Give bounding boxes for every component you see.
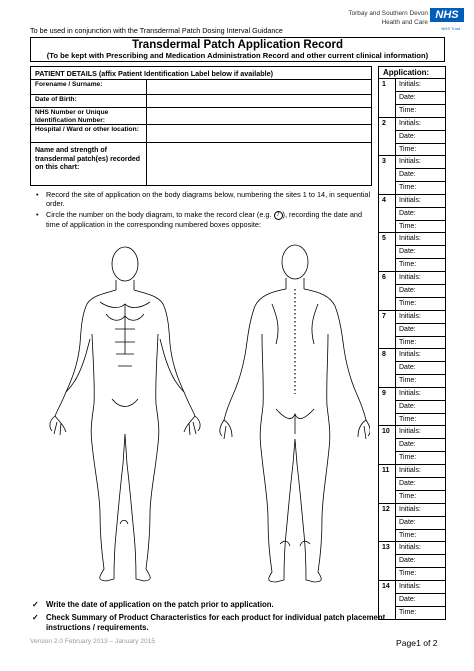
application-block xyxy=(379,542,445,581)
patch-name-strength-field[interactable] xyxy=(147,143,371,186)
application-cells xyxy=(396,349,445,387)
application-cells xyxy=(396,233,445,271)
application-cells xyxy=(396,426,445,464)
patient-row-patch xyxy=(31,143,371,186)
initials-field[interactable]: Initials: xyxy=(396,79,445,92)
application-number: 2 xyxy=(379,118,396,156)
application-number: 6 xyxy=(379,272,396,310)
check-item xyxy=(32,613,432,633)
application-cells xyxy=(396,504,445,542)
date-field[interactable]: Date: xyxy=(396,362,445,375)
initials-field[interactable]: Initials: xyxy=(396,311,445,324)
initials-field[interactable]: Initials: xyxy=(396,156,445,169)
date-field[interactable]: Date: xyxy=(396,517,445,530)
page-number: Page1 of 2 xyxy=(396,638,438,648)
initials-field[interactable]: Initials: xyxy=(396,465,445,478)
application-block xyxy=(379,349,445,388)
time-field[interactable]: Time: xyxy=(399,609,417,617)
patient-details-heading: PATIENT DETAILS (affix Patient Identification Label below if available) xyxy=(31,67,371,80)
circled-number-example: 7 xyxy=(274,211,283,220)
location-field[interactable] xyxy=(147,125,371,142)
time-field[interactable]: Time: xyxy=(399,145,417,153)
date-field[interactable]: Date: xyxy=(396,594,445,607)
application-cells xyxy=(396,79,445,117)
nhs-logo: NHS xyxy=(430,8,464,22)
page-title: Transdermal Patch Application Record xyxy=(131,39,344,51)
check-text: Check Summary of Product Characteristics for each product for individual patch placement instructions / requirements. xyxy=(46,613,386,632)
initials-field[interactable]: Initials: xyxy=(396,581,445,594)
application-block xyxy=(379,504,445,543)
date-field[interactable]: Date: xyxy=(396,555,445,568)
application-block xyxy=(379,426,445,465)
time-field[interactable]: Time: xyxy=(399,377,417,385)
initials-field[interactable]: Initials: xyxy=(396,504,445,517)
field-label: NHS Number or Unique Identification Number: xyxy=(31,108,147,124)
check-list xyxy=(32,600,432,636)
application-number: 1 xyxy=(379,79,396,117)
date-field[interactable]: Date: xyxy=(396,169,445,182)
patient-row-nhs-number xyxy=(31,108,371,125)
application-block xyxy=(379,388,445,427)
body-front-figure[interactable] xyxy=(50,247,200,581)
body-back-figure[interactable] xyxy=(220,245,370,582)
date-field[interactable]: Date: xyxy=(396,439,445,452)
date-field[interactable]: Date: xyxy=(396,131,445,144)
forename-surname-field[interactable] xyxy=(147,80,371,94)
application-block xyxy=(379,272,445,311)
application-cells xyxy=(396,272,445,310)
application-number: 4 xyxy=(379,195,396,233)
time-field[interactable]: Time: xyxy=(399,107,417,114)
application-cells xyxy=(396,156,445,194)
initials-field[interactable]: Initials: xyxy=(396,542,445,555)
body-diagram[interactable] xyxy=(40,234,370,594)
org-name-line2: Health and Care xyxy=(381,19,428,26)
check-icon: ✓ xyxy=(32,600,39,609)
application-cells xyxy=(396,195,445,233)
application-number: 5 xyxy=(379,233,396,271)
application-block xyxy=(379,311,445,350)
time-field[interactable]: Time: xyxy=(399,299,417,307)
time-field[interactable]: Time: xyxy=(399,454,417,462)
application-number: 10 xyxy=(379,426,396,464)
application-block xyxy=(379,156,445,195)
application-number: 3 xyxy=(379,156,396,194)
date-field[interactable]: Date: xyxy=(396,401,445,414)
application-number: 14 xyxy=(379,581,396,620)
date-of-birth-field[interactable] xyxy=(147,95,371,107)
check-item xyxy=(32,600,432,610)
field-label: Hospital / Ward or other location: xyxy=(31,125,147,142)
time-field[interactable]: Time: xyxy=(399,261,417,269)
application-block xyxy=(379,118,445,157)
application-block xyxy=(379,465,445,504)
initials-field[interactable]: Initials: xyxy=(396,388,445,401)
time-field[interactable]: Time: xyxy=(399,531,417,539)
application-cells xyxy=(396,542,445,580)
instruction-text: Record the site of application on the body diagrams below, numbering the sites 1 to 14, in sequential order. xyxy=(46,190,371,209)
version-text: Version 2.0 February 2013 – January 2015 xyxy=(30,638,155,645)
application-number: 12 xyxy=(379,504,396,542)
check-icon: ✓ xyxy=(32,613,39,622)
check-text: Write the date of application on the patch prior to application. xyxy=(46,600,274,609)
date-field[interactable]: Date: xyxy=(396,246,445,259)
time-field[interactable]: Time: xyxy=(399,222,417,230)
title-box xyxy=(30,37,445,62)
instructions xyxy=(36,190,374,231)
application-number: 13 xyxy=(379,542,396,580)
application-number: 11 xyxy=(379,465,396,503)
patient-row-name xyxy=(31,80,371,95)
application-number: 9 xyxy=(379,388,396,426)
application-cells xyxy=(396,311,445,349)
date-field[interactable]: Date: xyxy=(396,92,445,105)
nhs-trust-label: NHS Trust xyxy=(441,26,460,31)
initials-field[interactable]: Initials: xyxy=(396,272,445,285)
time-field[interactable]: Time: xyxy=(399,570,417,578)
date-field[interactable]: Date: xyxy=(396,478,445,491)
patient-row-dob xyxy=(31,95,371,108)
application-block xyxy=(379,79,445,118)
initials-field[interactable]: Initials: xyxy=(396,426,445,439)
field-label: Date of Birth: xyxy=(31,95,147,107)
patient-details-table xyxy=(30,66,372,186)
application-block xyxy=(379,233,445,272)
org-name-line1: Torbay and Southern Devon xyxy=(348,10,428,17)
field-label: Forename / Surname: xyxy=(31,80,147,94)
application-cells xyxy=(396,118,445,156)
patient-row-location xyxy=(31,125,371,143)
date-field[interactable]: Date: xyxy=(396,285,445,298)
date-field[interactable]: Date: xyxy=(396,324,445,337)
time-field[interactable]: Time: xyxy=(399,184,417,192)
time-field[interactable]: Time: xyxy=(399,338,417,346)
application-cells xyxy=(396,388,445,426)
guidance-note: To be used in conjunction with the Transdermal Patch Dosing Interval Guidance xyxy=(30,26,283,35)
application-block xyxy=(379,195,445,234)
application-cells xyxy=(396,465,445,503)
initials-field[interactable]: Initials: xyxy=(396,118,445,131)
instruction-text: Circle the number on the body diagram, to make the record clear (e.g. xyxy=(46,210,272,220)
initials-field[interactable]: Initials: xyxy=(396,195,445,208)
time-field[interactable]: Time: xyxy=(399,492,417,500)
application-heading: Application: xyxy=(379,67,445,79)
application-number: 7 xyxy=(379,311,396,349)
instruction-text: ), recording the date and time of application in the corresponding numbered boxes opposite: xyxy=(46,210,363,229)
application-record-table xyxy=(378,66,446,620)
page-subtitle: (To be kept with Prescribing and Medication Administration Record and other current clinical information) xyxy=(46,51,429,60)
time-field[interactable]: Time: xyxy=(399,415,417,423)
application-block xyxy=(379,581,445,620)
date-field[interactable]: Date: xyxy=(396,208,445,221)
initials-field[interactable]: Initials: xyxy=(396,233,445,246)
nhs-number-field[interactable] xyxy=(147,108,371,124)
application-cells xyxy=(396,581,445,620)
trust-logo xyxy=(318,4,466,34)
instruction-bullet xyxy=(36,190,374,208)
initials-field[interactable]: Initials: xyxy=(396,349,445,362)
application-number: 8 xyxy=(379,349,396,387)
instruction-bullet xyxy=(36,210,374,229)
field-label: Name and strength of transdermal patch(es) recorded on this chart: xyxy=(31,143,147,186)
